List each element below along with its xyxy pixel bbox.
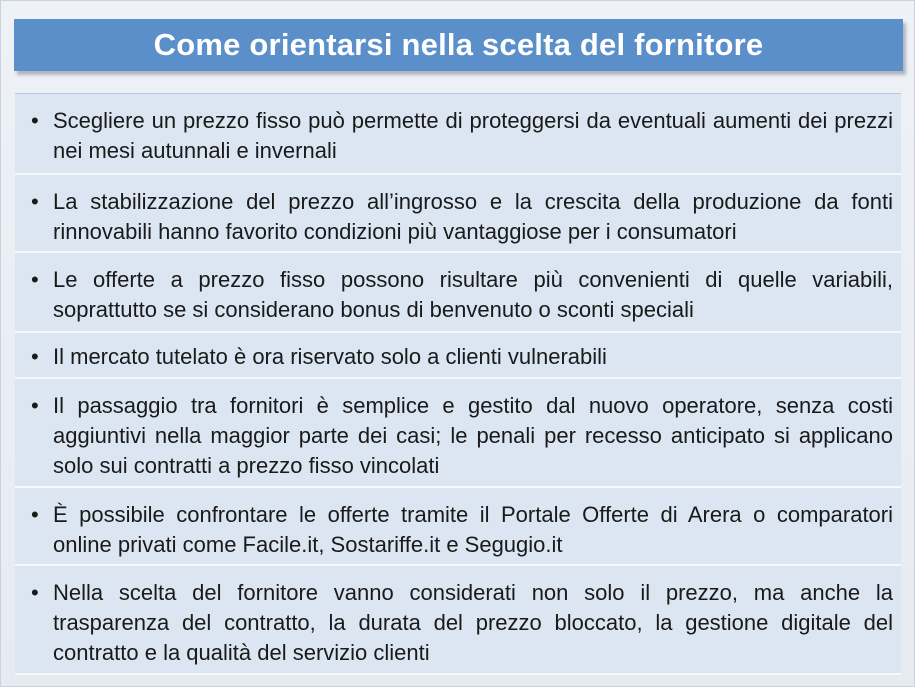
list-item (15, 379, 901, 488)
bullet-icon: • (31, 344, 39, 369)
list-item (15, 253, 901, 333)
list-item (15, 175, 901, 253)
list-item-text: Scegliere un prezzo fisso può permette di proteggersi da eventuali aumenti dei prezzi nei mesi autunnali e invernali (53, 108, 893, 163)
list-item-text: Nella scelta del fornitore vanno considerati non solo il prezzo, ma anche la trasparenza del contratto, la durata del prezzo bloccato, la gestione digitale del contratto e la qualità del servizio clienti (53, 580, 893, 665)
bullet-icon: • (31, 502, 39, 527)
page-title: Come orientarsi nella scelta del fornitore (153, 27, 764, 62)
bullet-icon: • (31, 189, 39, 214)
list-item-text: È possibile confrontare le offerte tramite il Portale Offerte di Arera o comparatori online privati come Facile.it, Sostariffe.it e Segugio.it (53, 502, 893, 557)
bullet-icon: • (31, 267, 39, 292)
list-item-text: Il passaggio tra fornitori è semplice e gestito dal nuovo operatore, senza costi aggiuntivi nella maggior parte dei casi; le penali per recesso anticipato si applicano solo sui contratti a prezzo fisso vincolati (53, 393, 893, 478)
list-item (15, 488, 901, 566)
tips-list (15, 93, 901, 675)
list-item (15, 333, 901, 379)
bullet-icon: • (31, 108, 39, 133)
bullet-icon: • (31, 580, 39, 605)
list-item-text: Le offerte a prezzo fisso possono risultare più convenienti di quelle variabili, soprattutto se si considerano bonus di benvenuto o sconti speciali (53, 267, 893, 322)
list-item-text: La stabilizzazione del prezzo all’ingrosso e la crescita della produzione da fonti rinnovabili hanno favorito condizioni più vantaggiose per i consumatori (53, 189, 893, 244)
list-item (15, 94, 901, 175)
title-banner (14, 19, 903, 71)
list-item (15, 566, 901, 675)
bullet-icon: • (31, 393, 39, 418)
list-item-text: Il mercato tutelato è ora riservato solo a clienti vulnerabili (53, 344, 607, 369)
